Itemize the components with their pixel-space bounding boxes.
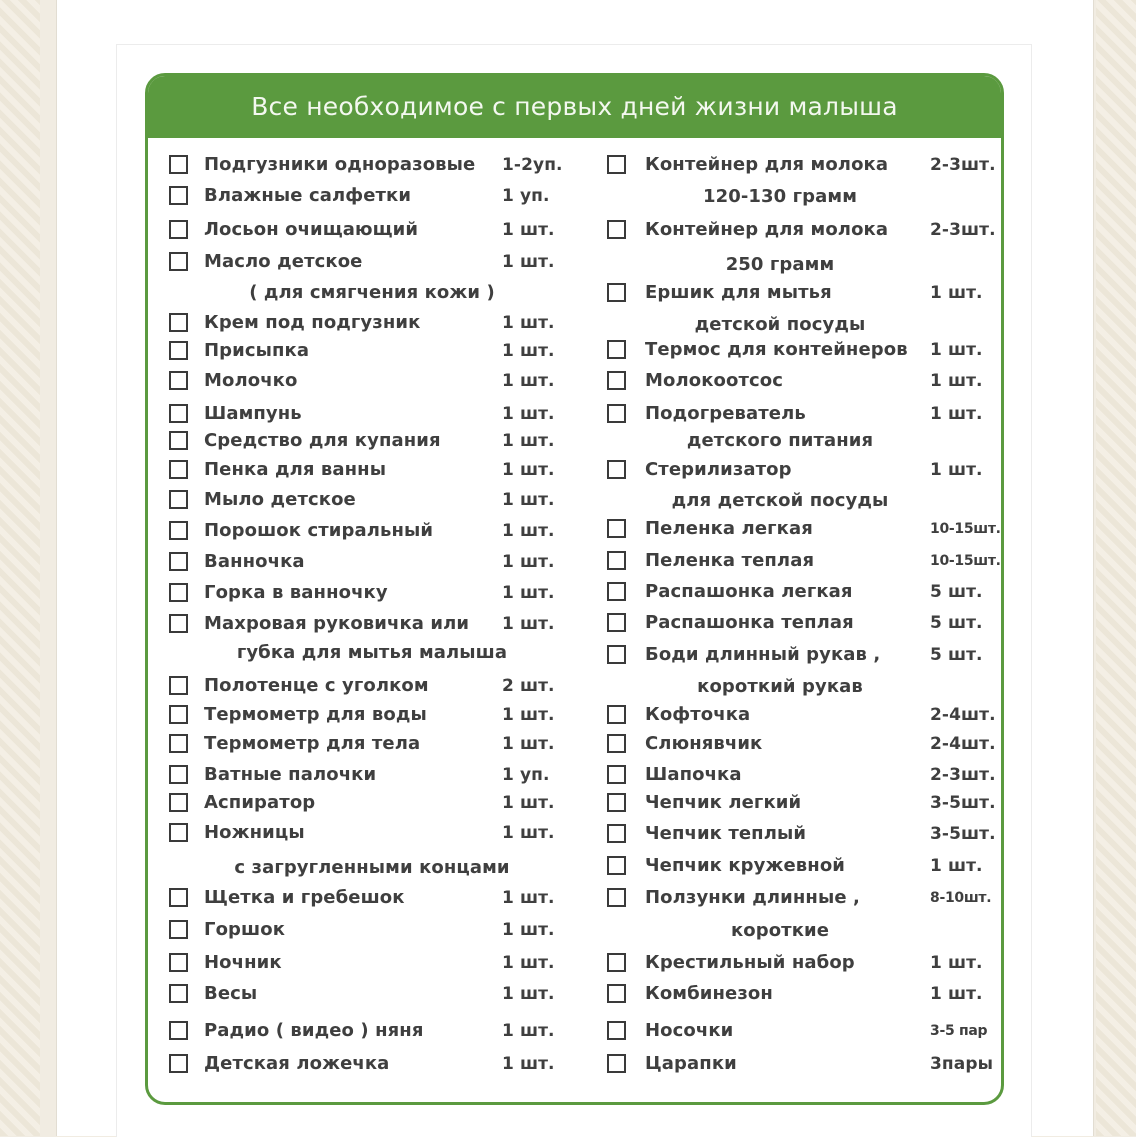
item-checkbox[interactable] — [169, 460, 188, 479]
item-quantity: 1 шт. — [930, 404, 983, 424]
item-quantity: 1 шт. — [502, 614, 555, 634]
item-name: Носочки — [645, 1020, 734, 1041]
item-name: Термометр для тела — [204, 733, 421, 754]
item-quantity: 1 шт. — [502, 404, 555, 424]
item-checkbox[interactable] — [607, 824, 626, 843]
item-name: Распашонка теплая — [645, 612, 854, 633]
item-note: короткие — [730, 920, 830, 941]
item-quantity: 1 шт. — [502, 1021, 555, 1041]
item-name: Комбинезон — [645, 983, 773, 1004]
item-checkbox[interactable] — [607, 793, 626, 812]
item-name: Контейнер для молока — [645, 219, 889, 240]
item-name: Подогреватель — [645, 403, 806, 424]
item-quantity: 10-15шт. — [930, 553, 1001, 569]
item-checkbox[interactable] — [607, 283, 626, 302]
item-checkbox[interactable] — [607, 888, 626, 907]
item-checkbox[interactable] — [169, 614, 188, 633]
item-name: Чепчик теплый — [645, 823, 807, 844]
item-name: Пеленка теплая — [645, 550, 815, 571]
item-name: Присыпка — [204, 340, 310, 361]
item-quantity: 1 шт. — [930, 340, 983, 360]
item-checkbox[interactable] — [607, 613, 626, 632]
item-checkbox[interactable] — [169, 1054, 188, 1073]
item-quantity: 1 шт. — [502, 583, 555, 603]
item-name: Горшок — [204, 919, 286, 940]
item-name: Весы — [204, 983, 258, 1004]
item-checkbox[interactable] — [607, 765, 626, 784]
item-quantity: 1 шт. — [502, 705, 555, 725]
item-checkbox[interactable] — [607, 404, 626, 423]
item-checkbox[interactable] — [169, 888, 188, 907]
item-checkbox[interactable] — [169, 404, 188, 423]
item-quantity: 1 шт. — [930, 856, 983, 876]
item-name: Молокоотсос — [645, 370, 784, 391]
item-checkbox[interactable] — [169, 521, 188, 540]
item-checkbox[interactable] — [607, 953, 626, 972]
item-checkbox[interactable] — [169, 984, 188, 1003]
item-name: Стерилизатор — [645, 459, 792, 480]
item-checkbox[interactable] — [607, 1054, 626, 1073]
item-checkbox[interactable] — [607, 734, 626, 753]
item-note: с загругленными концами — [234, 857, 510, 878]
item-quantity: 1 шт. — [502, 984, 555, 1004]
item-checkbox[interactable] — [169, 341, 188, 360]
item-quantity: 5 шт. — [930, 613, 983, 633]
item-checkbox[interactable] — [169, 490, 188, 509]
item-name: Ершик для мытья — [645, 282, 832, 303]
item-checkbox[interactable] — [169, 552, 188, 571]
item-quantity: 3-5 пар — [930, 1023, 988, 1039]
item-checkbox[interactable] — [169, 793, 188, 812]
item-name: Крестильный набор — [645, 952, 855, 973]
item-quantity: 1 шт. — [502, 734, 555, 754]
item-checkbox[interactable] — [607, 155, 626, 174]
item-quantity: 10-15шт. — [930, 521, 1001, 537]
item-note: 120-130 грамм — [702, 186, 858, 207]
item-checkbox[interactable] — [607, 551, 626, 570]
item-checkbox[interactable] — [607, 519, 626, 538]
item-checkbox[interactable] — [607, 645, 626, 664]
item-quantity: 1 шт. — [930, 283, 983, 303]
item-name: Лосьон очищающий — [204, 219, 419, 240]
item-checkbox[interactable] — [169, 734, 188, 753]
item-quantity: 1 уп. — [502, 765, 550, 785]
item-checkbox[interactable] — [169, 220, 188, 239]
item-checkbox[interactable] — [607, 460, 626, 479]
item-quantity: 2-3шт. — [930, 765, 996, 785]
item-name: Влажные салфетки — [204, 185, 412, 206]
item-checkbox[interactable] — [607, 371, 626, 390]
item-quantity: 1 уп. — [502, 186, 550, 206]
item-name: Шапочка — [645, 764, 742, 785]
item-quantity: 3-5шт. — [930, 793, 996, 813]
item-checkbox[interactable] — [169, 953, 188, 972]
item-name: Аспиратор — [204, 792, 316, 813]
item-name: Царапки — [645, 1053, 737, 1074]
item-name: Щетка и гребешок — [204, 887, 405, 908]
item-name: Крем под подгузник — [204, 312, 421, 333]
item-checkbox[interactable] — [169, 1021, 188, 1040]
item-name: Чепчик кружевной — [645, 855, 846, 876]
item-quantity: 1 шт. — [502, 953, 555, 973]
item-name: Полотенце с уголком — [204, 675, 429, 696]
item-checkbox[interactable] — [169, 583, 188, 602]
item-quantity: 1 шт. — [502, 823, 555, 843]
item-quantity: 1 шт. — [502, 1054, 555, 1074]
item-name: Молочко — [204, 370, 298, 391]
item-note: для детской посуды — [671, 490, 889, 511]
checklist-title: Все необходимое с первых дней жизни малыша — [148, 76, 1001, 138]
item-quantity: 1 шт. — [502, 220, 555, 240]
item-name: Подгузники одноразовые — [204, 154, 476, 175]
item-quantity: 1 шт. — [502, 371, 555, 391]
item-quantity: 1 шт. — [502, 888, 555, 908]
item-checkbox[interactable] — [169, 765, 188, 784]
item-name: Распашонка легкая — [645, 581, 853, 602]
item-quantity: 1 шт. — [502, 341, 555, 361]
item-name: Ножницы — [204, 822, 305, 843]
item-quantity: 1 шт. — [930, 371, 983, 391]
item-name: Средство для купания — [204, 430, 441, 451]
item-quantity: 1 шт. — [502, 552, 555, 572]
item-checkbox[interactable] — [169, 676, 188, 695]
item-checkbox[interactable] — [169, 705, 188, 724]
item-quantity: 3-5шт. — [930, 824, 996, 844]
item-note: детского питания — [686, 430, 874, 451]
item-name: Ватные палочки — [204, 764, 377, 785]
item-quantity: 1 шт. — [502, 920, 555, 940]
item-quantity: 5 шт. — [930, 645, 983, 665]
item-quantity: 1 шт. — [502, 793, 555, 813]
item-quantity: 3пары — [930, 1054, 994, 1074]
item-quantity: 1 шт. — [502, 252, 555, 272]
item-name: Мыло детское — [204, 489, 356, 510]
item-checkbox[interactable] — [169, 313, 188, 332]
item-checkbox[interactable] — [169, 371, 188, 390]
item-quantity: 2-4шт. — [930, 734, 996, 754]
item-name: Ночник — [204, 952, 282, 973]
item-quantity: 1 шт. — [502, 431, 555, 451]
item-note: ( для смягчения кожи ) — [249, 282, 495, 303]
item-note: губка для мытья малыша — [236, 642, 508, 663]
item-name: Махровая руковичка или — [204, 613, 470, 634]
item-quantity: 1 шт. — [502, 313, 555, 333]
item-checkbox[interactable] — [169, 431, 188, 450]
item-checkbox[interactable] — [607, 220, 626, 239]
item-name: Ползунки длинные , — [645, 887, 860, 908]
item-name: Чепчик легкий — [645, 792, 802, 813]
item-quantity: 1 шт. — [502, 521, 555, 541]
item-checkbox[interactable] — [607, 340, 626, 359]
item-checkbox[interactable] — [607, 582, 626, 601]
item-quantity: 2-3шт. — [930, 155, 996, 175]
item-quantity: 2 шт. — [502, 676, 555, 696]
item-quantity: 8-10шт. — [930, 890, 992, 906]
item-name: Порошок стиральный — [204, 520, 434, 541]
item-checkbox[interactable] — [169, 823, 188, 842]
item-name: Кофточка — [645, 704, 751, 725]
item-name: Горка в ванночку — [204, 582, 388, 603]
item-name: Детская ложечка — [204, 1053, 390, 1074]
item-quantity: 2-4шт. — [930, 705, 996, 725]
item-checkbox[interactable] — [607, 1021, 626, 1040]
item-name: Термометр для воды — [204, 704, 427, 725]
background-pattern-left — [0, 0, 40, 1136]
item-quantity: 2-3шт. — [930, 220, 996, 240]
item-name: Пенка для ванны — [204, 459, 387, 480]
item-name: Термос для контейнеров — [645, 339, 908, 360]
item-checkbox[interactable] — [607, 705, 626, 724]
background-pattern-right — [1096, 0, 1136, 1136]
item-note: 250 грамм — [725, 254, 835, 275]
item-name: Боди длинный рукав , — [645, 644, 881, 665]
item-quantity: 1 шт. — [930, 953, 983, 973]
item-quantity: 1 шт. — [502, 460, 555, 480]
item-note: короткий рукав — [697, 676, 863, 697]
item-checkbox[interactable] — [169, 252, 188, 271]
item-checkbox[interactable] — [607, 984, 626, 1003]
item-name: Радио ( видео ) няня — [204, 1020, 424, 1041]
item-checkbox[interactable] — [607, 856, 626, 875]
item-quantity: 1-2уп. — [502, 155, 563, 175]
item-quantity: 1 шт. — [502, 490, 555, 510]
item-note: детской посуды — [694, 314, 866, 335]
item-name: Ванночка — [204, 551, 305, 572]
item-checkbox[interactable] — [169, 920, 188, 939]
item-checkbox[interactable] — [169, 186, 188, 205]
item-name: Шампунь — [204, 403, 302, 424]
item-quantity: 5 шт. — [930, 582, 983, 602]
item-name: Контейнер для молока — [645, 154, 889, 175]
item-name: Масло детское — [204, 251, 363, 272]
item-name: Пеленка легкая — [645, 518, 813, 539]
item-quantity: 1 шт. — [930, 984, 983, 1004]
item-checkbox[interactable] — [169, 155, 188, 174]
item-quantity: 1 шт. — [930, 460, 983, 480]
item-name: Слюнявчик — [645, 733, 763, 754]
